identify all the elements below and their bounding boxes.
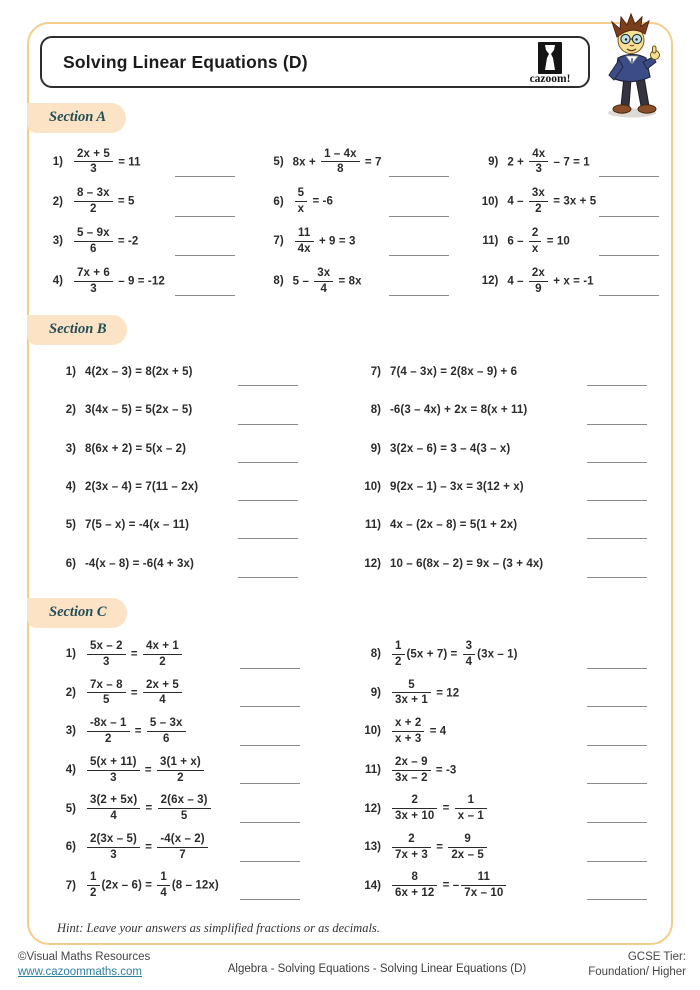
problem-equation: 6 – $\frac{2}{x}$ = 10 [507,227,570,255]
answer-line [240,706,300,707]
problem-row [50,468,298,506]
fraction: $\frac{3x}{2}$ [529,187,548,216]
problem-number: 10) [364,481,381,494]
problem-row [50,635,300,674]
problem-number: 9) [488,155,499,168]
problem-number: 9) [370,686,381,699]
problem-number: 6) [273,195,284,208]
problem-row [50,506,298,544]
answer-line [389,176,449,177]
fraction: $\frac{3(2 + 5x)}{4}$ [87,794,140,823]
problem-column [355,635,647,905]
gcse-tier-value: Foundation/ Higher [588,966,686,979]
problem-number: 8) [273,275,284,288]
problem-equation: $\frac{7x - 8}{5}$ = $\frac{2x + 5}{4}$ [85,679,184,708]
answer-line [240,822,300,823]
mascot-boy-icon [596,13,668,119]
fraction: $\frac{3}{4}$ [463,640,476,669]
problem-number: 2) [52,195,63,208]
problem-equation: $\frac{5 - 9x}{6}$ = -2 [72,227,138,256]
problem-row [472,182,659,222]
answer-line [240,668,300,669]
problem-number: 6) [65,557,76,570]
problem-equation: $\frac{2x - 9}{3x - 2}$ = -3 [390,756,456,785]
problem-row [50,674,300,713]
answer-line [587,462,647,463]
fraction: $\frac{5 - 9x}{6}$ [74,227,113,256]
answer-line [599,295,659,296]
hint-text: Hint: Leave your answers as simplified fractions or as decimals. [57,921,380,935]
fraction: $\frac{-4(x - 2)}{7}$ [157,833,207,862]
problem-row [50,712,300,751]
problem-row [37,222,235,262]
answer-line [587,538,647,539]
answer-line [238,424,298,425]
problem-number: 14) [364,879,381,892]
problem-number: 2) [65,686,76,699]
answer-line [587,745,647,746]
problem-row [355,468,647,506]
answer-line [587,500,647,501]
problem-row [50,867,300,906]
problem-equation: $\frac{5x - 2}{3}$ = $\frac{4x + 1}{2}$ [85,640,184,669]
problem-number: 5) [273,155,284,168]
answer-line [240,861,300,862]
fraction: $\frac{1}{4}$ [157,871,170,900]
problem-row [472,261,659,301]
fraction: $\frac{3x}{4}$ [314,267,333,296]
problem-column [472,142,659,301]
problem-equation: $\frac{2}{7x + 3}$ = $\frac{9}{2x - 5}$ [390,833,489,862]
fraction: $\frac{8}{6x + 12}$ [392,871,437,900]
problem-number: 2) [65,404,76,417]
fraction: $\frac{2x}{9}$ [529,267,548,296]
problem-number: 7) [370,366,381,379]
problem-equation: 8(6x + 2) = 5(x – 2) [85,442,187,455]
answer-line [238,385,298,386]
fraction: $\frac{2(6x - 3)}{5}$ [158,794,211,823]
answer-line [238,577,298,578]
problem-number: 12) [364,802,381,815]
answer-line [587,668,647,669]
problem-equation: 9(2x – 1) – 3x = 3(12 + x) [390,481,524,494]
answer-line [389,216,449,217]
fraction: $\frac{5x - 2}{3}$ [87,640,126,669]
problem-row [37,182,235,222]
problem-equation: -6(3 – 4x) + 2x = 8(x + 11) [390,404,528,417]
cazoom-logo-text: cazoom! [529,73,571,85]
problem-row [355,828,647,867]
problem-row [355,635,647,674]
problem-equation: 7(5 – x) = -4(x – 11) [85,519,190,532]
problem-equation: $\frac{2}{3x + 10}$ = $\frac{1}{x - 1}$ [390,794,489,823]
section-c-label: Section C [27,598,127,628]
problem-row [355,674,647,713]
fraction: $\frac{x + 2}{x + 3}$ [392,717,424,746]
problem-column [50,353,298,583]
problem-row [258,142,450,182]
problem-row [50,353,298,391]
problem-row [258,222,450,262]
problem-number: 10) [481,195,499,208]
fraction: $\frac{1}{2}$ [87,871,100,900]
problem-equation: $\frac{2x + 5}{3}$ = 11 [72,148,141,177]
fraction: $\frac{5 - 3x}{6}$ [147,717,186,746]
problem-number: 4) [65,764,76,777]
footer [18,950,686,980]
fraction: $\frac{11}{7x - 10}$ [461,871,506,900]
problem-equation: $\frac{8 - 3x}{2}$ = 5 [72,187,134,216]
answer-line [587,899,647,900]
problem-row [355,712,647,751]
answer-line [175,176,235,177]
problem-row [50,828,300,867]
problem-equation: 8x + $\frac{1 - 4x}{8}$ = 7 [292,147,382,176]
answer-line [175,216,235,217]
section-a-problems [37,142,659,301]
answer-line [238,538,298,539]
answer-line [599,216,659,217]
fraction: $\frac{2}{7x + 3}$ [392,833,431,862]
problem-equation: 10 – 6(8x – 2) = 9x – (3 + 4x) [390,557,544,570]
cazoom-goblet-icon [538,42,562,74]
problem-row [258,182,450,222]
problem-equation: 4(2x – 3) = 8(2x + 5) [85,366,193,379]
problem-equation: $\frac{1}{2}$ (5x + 7) = $\frac{3}{4}$ (3x – 1) [390,640,518,669]
problem-equation: $\frac{2(3x - 5)}{3}$ = $\frac{-4(x - 2)}{7}$ [85,833,210,862]
fraction: $\frac{4x}{3}$ [529,148,548,177]
problem-row [37,261,235,301]
problem-number: 7) [65,879,76,892]
section-b-problems [50,353,647,583]
problem-number: 11) [365,764,381,777]
fraction: $\frac{4x + 1}{2}$ [143,640,182,669]
problem-equation: $\frac{7x + 6}{3}$ – 9 = -12 [72,267,165,296]
answer-line [587,783,647,784]
answer-line [240,783,300,784]
section-a-label: Section A [27,103,126,133]
answer-line [175,255,235,256]
problem-number: 1) [52,155,63,168]
gcse-tier-label: GCSE Tier: [627,951,686,963]
problem-row [355,353,647,391]
problem-equation: 7(4 – 3x) = 2(8x – 9) + 6 [390,366,518,379]
fraction: $\frac{3(1 + x)}{2}$ [157,756,204,785]
section-b-label: Section B [27,315,127,345]
problem-row [50,544,298,582]
fraction: $\frac{9}{2x - 5}$ [448,833,487,862]
fraction: $\frac{5(x + 11)}{3}$ [87,756,140,785]
problem-row [50,789,300,828]
problem-equation: 2 + $\frac{4x}{3}$ – 7 = 1 [507,147,590,176]
problem-row [50,430,298,468]
answer-line [175,295,235,296]
problem-equation: $\frac{1}{2}$ (2x – 6) = $\frac{1}{4}$ (8 – 12x) [85,871,219,900]
answer-line [587,861,647,862]
problem-number: 3) [52,235,63,248]
fraction: $\frac{1}{2}$ [392,640,405,669]
fraction: $\frac{1}{x - 1}$ [455,794,487,823]
answer-line [587,706,647,707]
problem-equation: 4x – (2x – 8) = 5(1 + 2x) [390,519,518,532]
problem-equation: 4 – $\frac{2x}{9}$ + x = -1 [507,266,594,295]
problem-number: 7) [273,235,284,248]
answer-line [587,385,647,386]
problem-equation: $\frac{5}{3x + 1}$ = 12 [390,679,459,708]
answer-line [587,424,647,425]
answer-line [587,822,647,823]
answer-line [238,500,298,501]
problem-number: 12) [364,557,381,570]
fraction: $\frac{11}{4x}$ [295,227,314,256]
cazoommaths-link[interactable]: www.cazoommaths.com [18,966,142,979]
problem-number: 11) [482,235,499,248]
fraction: $\frac{1 - 4x}{8}$ [321,148,360,177]
problem-column [355,353,647,583]
worksheet-frame [27,22,673,945]
problem-number: 8) [370,648,381,661]
problem-equation: $\frac{3(2 + 5x)}{4}$ = $\frac{2(6x - 3)}{5}$ [85,794,213,823]
fraction: $\frac{-8x - 1}{2}$ [87,717,130,746]
fraction: $\frac{2x + 5}{4}$ [143,679,182,708]
problem-column [50,635,300,905]
problem-row [472,222,659,262]
problem-row [355,506,647,544]
answer-line [240,899,300,900]
fraction: $\frac{8 - 3x}{2}$ [74,187,113,216]
problem-equation: $\frac{5}{x}$ = -6 [293,187,333,216]
fraction: $\frac{2}{3x + 10}$ [392,794,437,823]
problem-row [50,751,300,790]
worksheet-breadcrumb: Algebra - Solving Equations - Solving Linear Equations (D) [227,963,527,975]
fraction: $\frac{2(3x - 5)}{3}$ [87,833,140,862]
problem-equation: 2(3x – 4) = 7(11 – 2x) [85,481,199,494]
problem-equation: 3(2x – 6) = 3 – 4(3 – x) [390,442,511,455]
problem-equation: 5 – $\frac{3x}{4}$ = 8x [292,266,362,295]
fraction: $\frac{2}{x}$ [529,227,542,256]
problem-number: 11) [365,519,381,532]
problem-number: 12) [481,275,499,288]
problem-column [258,142,450,301]
problem-number: 6) [65,841,76,854]
title-box [40,36,590,88]
problem-number: 4) [52,275,63,288]
answer-line [599,255,659,256]
fraction: $\frac{5}{x}$ [295,187,308,216]
problem-row [355,867,647,906]
problem-row [37,142,235,182]
fraction: $\frac{7x + 6}{3}$ [74,267,113,296]
cazoom-logo [520,39,580,85]
problem-row [355,430,647,468]
answer-line [389,255,449,256]
fraction: $\frac{7x - 8}{5}$ [87,679,126,708]
problem-column [37,142,235,301]
problem-row [355,751,647,790]
answer-line [587,577,647,578]
section-c-problems [50,635,647,905]
problem-number: 5) [65,802,76,815]
problem-number: 1) [65,648,76,661]
fraction: $\frac{5}{3x + 1}$ [392,679,431,708]
problem-number: 1) [65,366,76,379]
problem-number: 3) [65,725,76,738]
problem-equation: $\frac{11}{4x}$ + 9 = 3 [293,227,356,256]
problem-equation: $\frac{8}{6x + 12}$ = – $\frac{11}{7x - 10}$ [390,871,508,900]
problem-number: 5) [65,519,76,532]
answer-line [389,295,449,296]
problem-number: 9) [370,442,381,455]
problem-equation: $\frac{-8x - 1}{2}$ = $\frac{5 - 3x}{6}$ [85,717,188,746]
problem-equation: $\frac{x + 2}{x + 3}$ = 4 [390,717,446,746]
fraction: $\frac{2x - 9}{3x - 2}$ [392,756,431,785]
problem-number: 10) [364,725,381,738]
copyright-text: ©Visual Maths Resources [18,951,151,963]
problem-row [355,391,647,429]
problem-equation: 3(4x – 5) = 5(2x – 5) [85,404,193,417]
problem-number: 4) [65,481,76,494]
answer-line [238,462,298,463]
problem-number: 13) [364,841,381,854]
answer-line [240,745,300,746]
answer-line [599,176,659,177]
problem-number: 3) [65,442,76,455]
page-title: Solving Linear Equations (D) [63,51,308,72]
problem-row [258,261,450,301]
problem-row [50,391,298,429]
problem-row [355,544,647,582]
problem-equation: -4(x – 8) = -6(4 + 3x) [85,557,194,570]
fraction: $\frac{2x + 5}{3}$ [74,148,113,177]
problem-row [355,789,647,828]
problem-row [472,142,659,182]
problem-number: 8) [370,404,381,417]
problem-equation: 4 – $\frac{3x}{2}$ = 3x + 5 [507,187,597,216]
problem-equation: $\frac{5(x + 11)}{3}$ = $\frac{3(1 + x)}{2}$ [85,756,206,785]
